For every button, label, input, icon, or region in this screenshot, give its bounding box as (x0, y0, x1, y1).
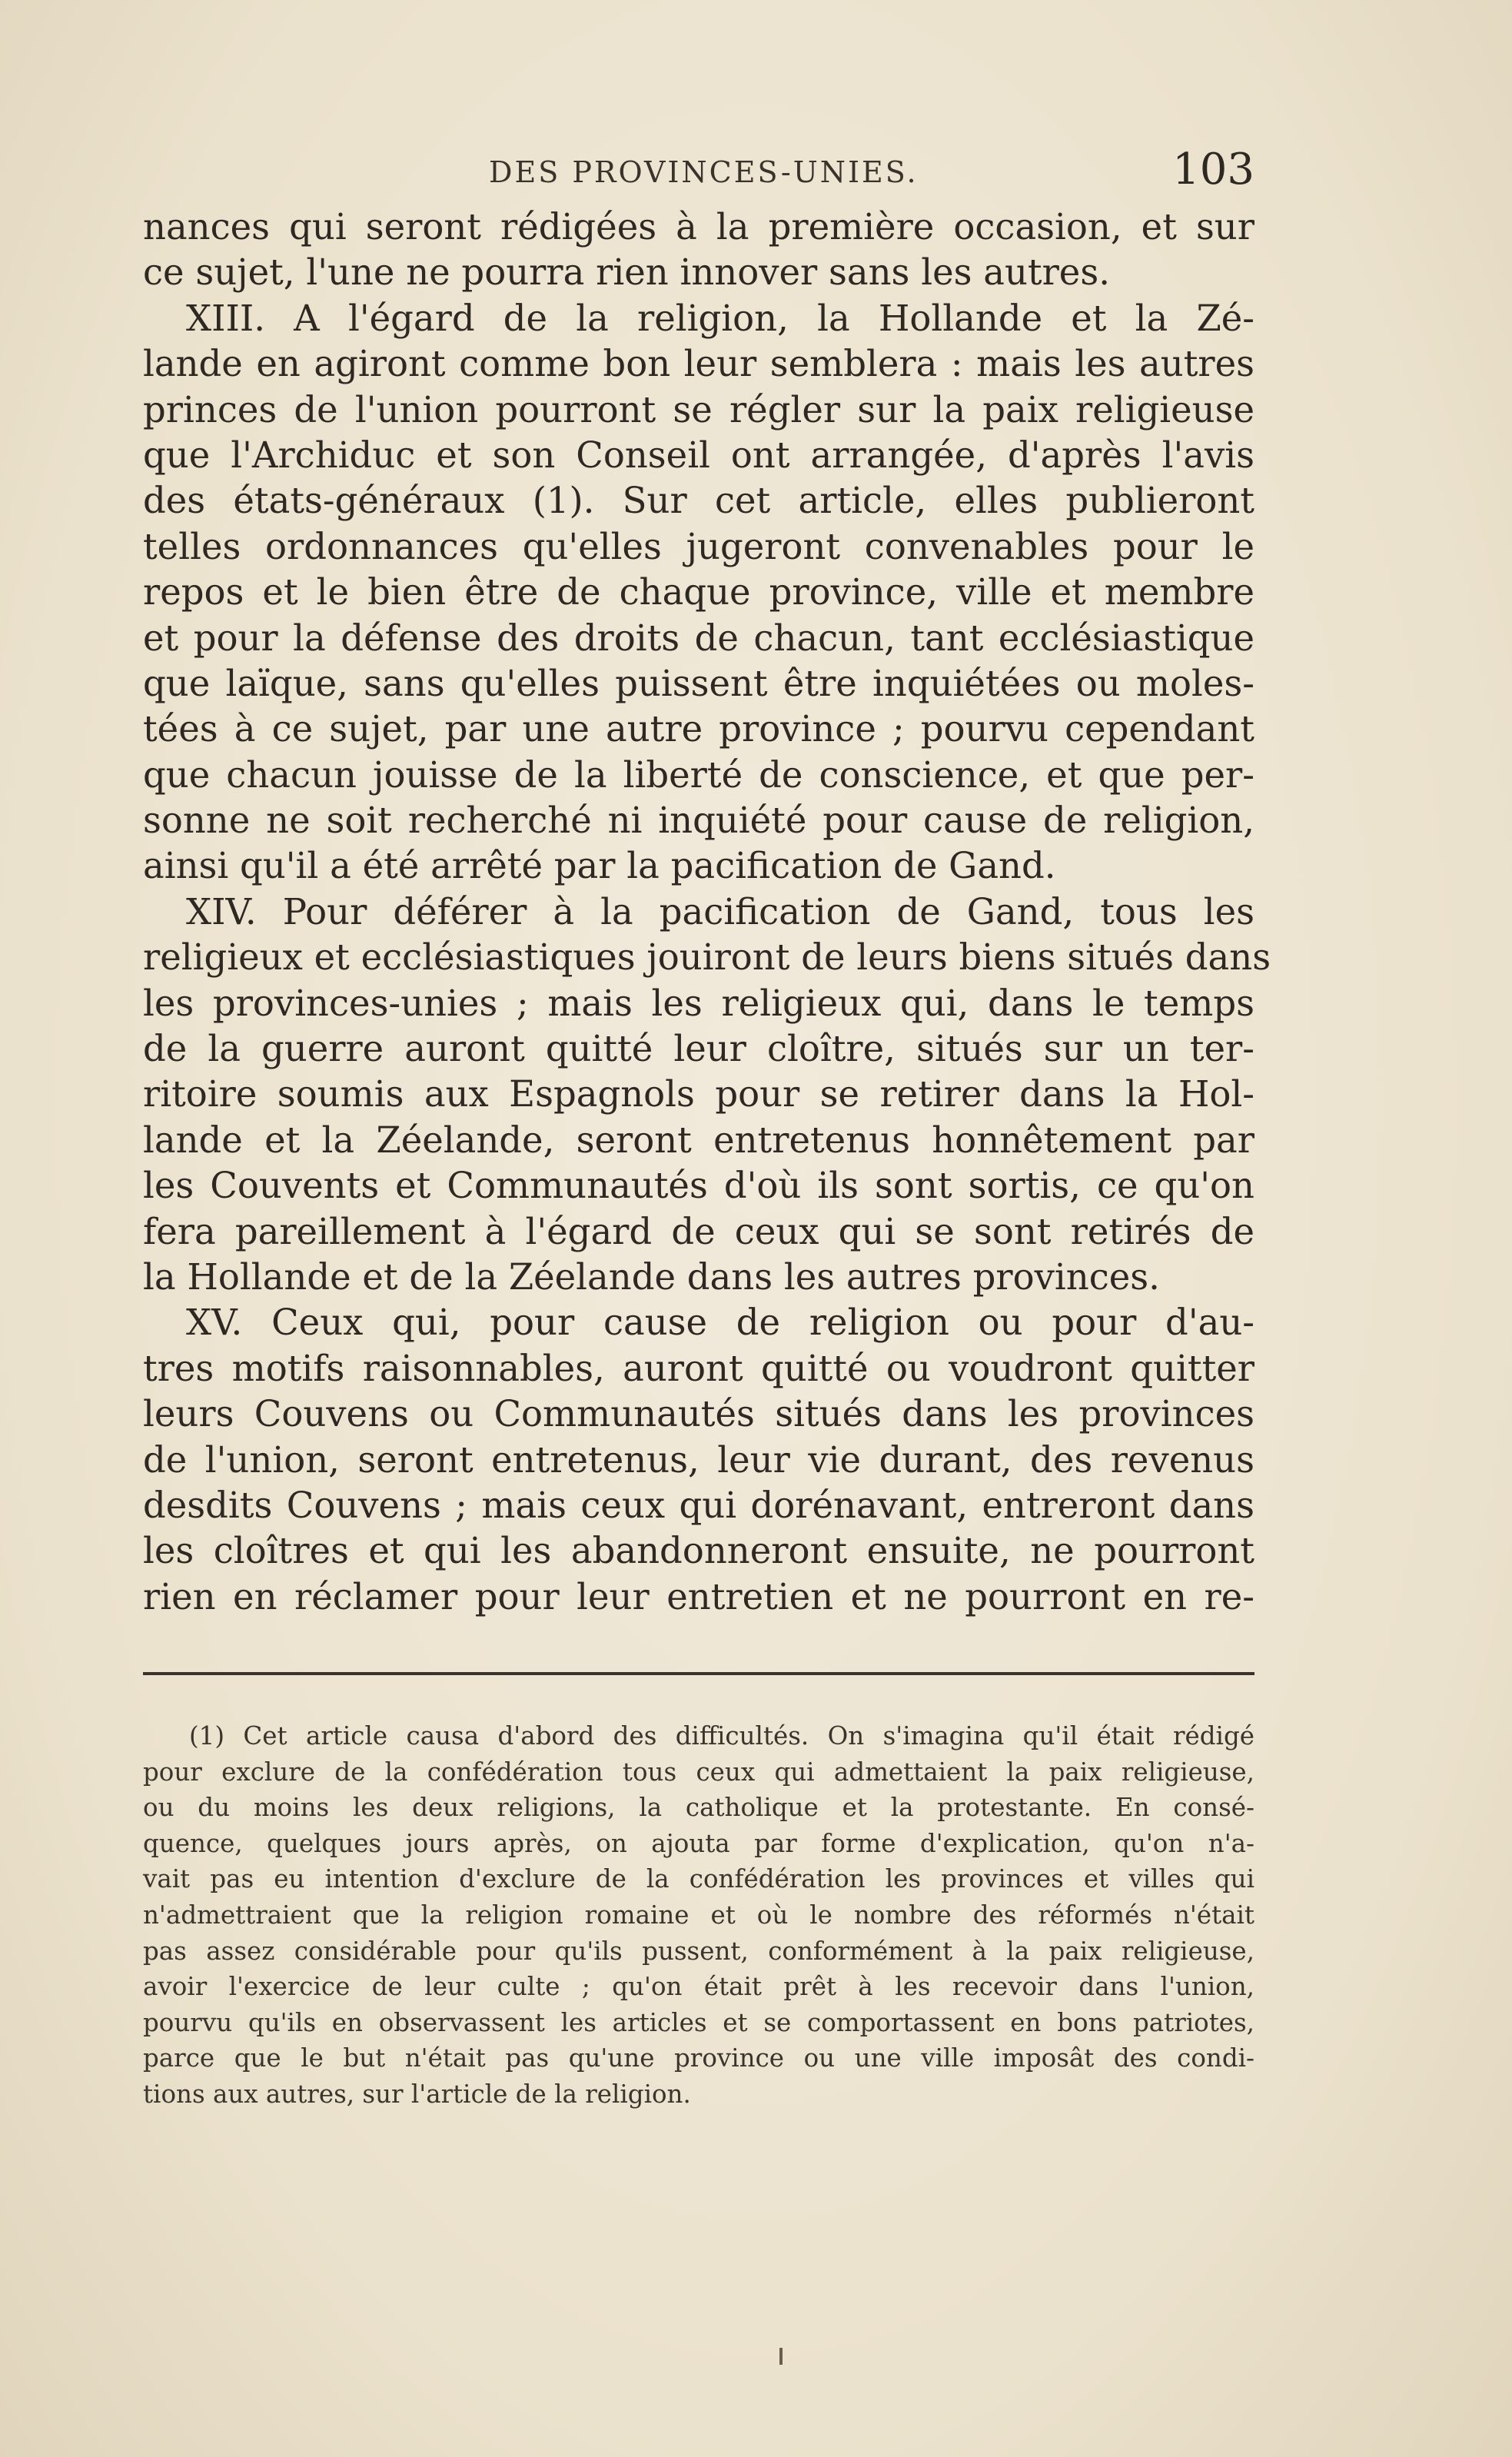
footnote-line: avoir l'exercice de leur culte ; qu'on était prêt à les recevoir dans l'union, (143, 1972, 1254, 2002)
text-line: lande et la Zéelande, seront entretenus honnêtement par (143, 1119, 1254, 1161)
footnote-line: vait pas eu intention d'exclure de la confédération les provinces et villes qui (143, 1864, 1254, 1894)
text-line: les Couvents et Communautés d'où ils sont sortis, ce qu'on (143, 1165, 1254, 1207)
page-number: 103 (1172, 145, 1254, 194)
footnote-separator (143, 1672, 1254, 1675)
text-line: leurs Couvens ou Communautés situés dans les provinces (143, 1393, 1254, 1435)
text-line: tres motifs raisonnables, auront quitté ou voudront quitter (143, 1347, 1254, 1389)
text-line: de la guerre auront quitté leur cloître, situés sur un ter- (143, 1028, 1254, 1070)
footnote-line: pourvu qu'ils en observassent les articles et se comportassent en bons patriotes, (143, 2007, 1254, 2037)
text-line: XV. Ceux qui, pour cause de religion ou pour d'au- (186, 1302, 1254, 1344)
text-line: tées à ce sujet, par une autre province ; pourvu cependant (143, 708, 1254, 750)
footnote-line: parce que le but n'était pas qu'une province ou une ville imposât des condi- (143, 2043, 1254, 2073)
text-line: repos et le bien être de chaque province, ville et membre (143, 571, 1254, 613)
text-line: et pour la défense des droits de chacun, tant ecclésiastique (143, 617, 1254, 659)
footnote-line: n'admettraient que la religion romaine et où le nombre des réformés n'était (143, 1900, 1254, 1930)
page-header (143, 145, 1254, 198)
text-line: XIII. A l'égard de la religion, la Hollande et la Zé- (186, 297, 1254, 339)
text-line: ce sujet, l'une ne pourra rien innover sans les autres. (143, 251, 1110, 294)
text-line: nances qui seront rédigées à la première occasion, et sur (143, 206, 1254, 248)
footnote-line: pour exclure de la confédération tous ceux qui admettaient la paix religieuse, (143, 1757, 1254, 1787)
text-line: que l'Archiduc et son Conseil ont arrangée, d'après l'avis (143, 434, 1254, 476)
ink-mark (779, 2348, 783, 2365)
text-line: ritoire soumis aux Espagnols pour se retirer dans la Hol- (143, 1073, 1254, 1115)
running-title: DES PROVINCES-UNIES. (489, 155, 919, 189)
text-line: lande en agiront comme bon leur semblera : mais les autres (143, 343, 1254, 385)
text-line: telles ordonnances qu'elles jugeront convenables pour le (143, 525, 1254, 567)
text-line: desdits Couvens ; mais ceux qui dorénavant, entreront dans (143, 1484, 1254, 1526)
text-line: sonne ne soit recherché ni inquiété pour cause de religion, (143, 800, 1254, 842)
text-line: ainsi qu'il a été arrêté par la pacification de Gand. (143, 845, 1056, 887)
text-line: de l'union, seront entretenus, leur vie durant, des revenus (143, 1438, 1254, 1481)
footnote-line: quence, quelques jours après, on ajouta par forme d'explication, qu'on n'a- (143, 1828, 1254, 1858)
footnote (143, 1718, 1254, 2113)
text-line: des états-généraux (1). Sur cet article, elles publieront (143, 480, 1254, 522)
footnote-line: tions aux autres, sur l'article de la religion. (143, 2079, 691, 2109)
text-line: fera pareillement à l'égard de ceux qui se sont retirés de (143, 1210, 1254, 1252)
text-line: rien en réclamer pour leur entretien et ne pourront en re- (143, 1575, 1254, 1617)
footnote-line: ou du moins les deux religions, la catholique et la protestante. En consé- (143, 1793, 1254, 1823)
main-text (143, 204, 1271, 1620)
text-line: que chacun jouisse de la liberté de conscience, et que per- (143, 753, 1254, 796)
text-line: les cloîtres et qui les abandonneront ensuite, ne pourront (143, 1530, 1254, 1572)
footnote-line: (1) Cet article causa d'abord des difficultés. On s'imagina qu'il était rédigé (189, 1721, 1254, 1750)
text-line: les provinces-unies ; mais les religieux qui, dans le temps (143, 982, 1254, 1024)
text-line: religieux et ecclésiastiques jouiront de leurs biens situés dans (143, 936, 1271, 979)
text-line: XIV. Pour déférer à la pacification de Gand, tous les (186, 890, 1254, 933)
text-line: que laïque, sans qu'elles puissent être inquiétées ou moles- (143, 662, 1254, 704)
footnote-line: pas assez considérable pour qu'ils pussent, conformément à la paix religieuse, (143, 1936, 1254, 1966)
text-line: princes de l'union pourront se régler sur la paix religieuse (143, 388, 1254, 431)
text-line: la Hollande et de la Zéelande dans les autres provinces. (143, 1255, 1160, 1298)
